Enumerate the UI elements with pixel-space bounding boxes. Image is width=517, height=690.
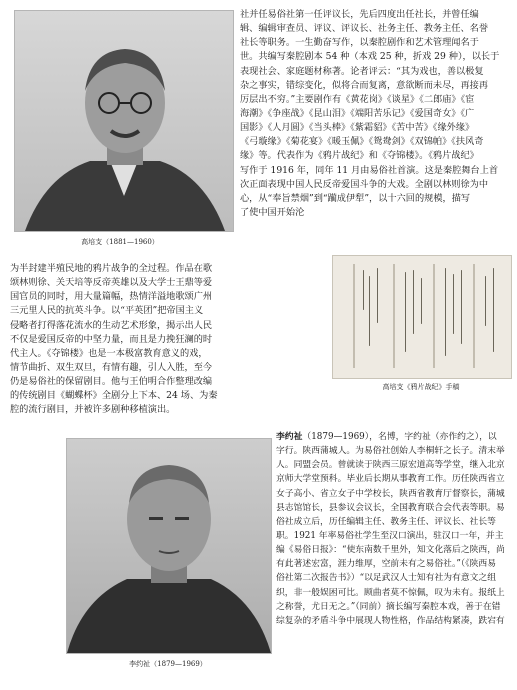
text-line: 表现社会、家庭题材称著。论者评云：“其为戏也，善以极复 <box>240 65 484 77</box>
text-line: 县志馆馆长，县参议会议长，全国教育联合会代表等职。易 <box>276 502 505 513</box>
text-line: 女子高小、省立女子中学校长，陕西省教育厅督察长，蒲城 <box>276 488 505 499</box>
text-line: 社长等职务。一生勤奋写作，以秦腔剧作和艺术管理闻名于 <box>240 37 479 49</box>
photo-caption-li: 李约祉（1879—1969） <box>129 660 207 668</box>
text-line: 侵略者打得落花流水的生动艺术形象，揭示出人民 <box>10 319 213 331</box>
text-line: 不仅是爱国反帝的中坚力量，而且是力挽狂澜的时 <box>10 333 213 345</box>
text-line: 的传统剧目《蝴蝶杯》全剧分上下本、24 场、为秦 <box>10 390 218 402</box>
text-line: 国影》《人月圆》《当头棒》《紫霜貂》《苦中苦》《缘外缘》 <box>240 122 475 134</box>
text-column-left-middle <box>10 262 328 418</box>
text-line: 世。共编写秦腔剧本 54 种（本戏 25 种，折戏 29 种），以长于 <box>240 51 500 63</box>
text-line: 职。1921 年率易俗社学生至汉口演出，驻汉口一年，并主 <box>276 530 504 541</box>
text-line: 俗社成立后，历任编辑主任、教务主任、评议长、社长等 <box>276 516 496 527</box>
text-line: 编《易俗日报》：“使东南数千里外，知文化落后之陕西，尚 <box>276 545 505 556</box>
photo-manuscript-yapian-zhanji <box>332 255 512 379</box>
portrait-gao-illustration <box>15 11 233 231</box>
text-line: 为半封建半殖民地的鸦片战争的全过程。作品在歌 <box>10 263 213 274</box>
text-line: 代主人。《夺锦楼》也是一本极富教育意义的戏， <box>10 347 208 359</box>
text-line: 情节曲折、双生双旦，有情有趣，引人入胜，至今 <box>10 361 213 373</box>
text-line: 人。同盟会员。曾就读于陕西三原宏道高等学堂，继入北京 <box>276 460 505 471</box>
person-name-li-yuezhi: 李约祉 <box>276 432 303 442</box>
photo-li-yuezhi <box>66 438 272 654</box>
text-line: 海潮》《争座战》《昆山泪》《端阳苦乐记》《爱国奇女》《广 <box>240 107 475 119</box>
text-line: 有此著述宏富，涯力维厚，空前未有之易俗社。”（《陕西易 <box>276 559 497 570</box>
text-line: 杂之事实，错综变化，似将合而复离，意欲断而未尽，再接再 <box>240 79 489 91</box>
photo-caption-gao: 高培支（1881—1960） <box>81 238 159 246</box>
text-line: 心，从“奉旨禁烟”到“躏成伊犁”，以十六回的规模，描写 <box>240 192 471 204</box>
text-column-right-bottom <box>276 430 511 628</box>
text-line: 颂林则徐、关天培等反帝英雄以及大学士王鼎等爱 <box>10 277 213 289</box>
portrait-li-illustration <box>67 439 271 653</box>
text-line: 京师大学堂预科。毕业后长期从事教育工作。历任陕西省立 <box>276 474 505 485</box>
text-column-right-top <box>240 8 510 220</box>
text-line: 综复杂的矛盾斗争中展现人物性格，作品结构紧凑，跌宕有 <box>276 615 505 626</box>
text-line: 俗社第二次报告书》）“以足武汉人士知有社为有意文之组 <box>276 573 497 584</box>
text-line: 字行。陕西蒲城人。为易俗社创始人李桐轩之长子。清末举 <box>276 446 505 457</box>
text-line: 仍是易俗社的保留剧目。他与王伯明合作整理改编 <box>10 376 213 388</box>
text-fragment: （1879—1969），名博，字约祉（亦作约之），以 <box>302 432 497 442</box>
photo-caption-manuscript: 高培支《鸦片战纪》手稿 <box>382 383 460 391</box>
text-line: 次正面表现中国人民反帝爱国斗争的大戏。全剧以林则徐为中 <box>240 178 489 190</box>
text-line: 缘》等。代表作为《鸦片战纪》和《夺锦楼》。《鸦片战纪》 <box>240 150 479 162</box>
text-line: 腔的流行剧目，并被许多剧种移植演出。 <box>10 404 176 416</box>
text-line: 厉层出不穷。”主要剧作有《黄花岗》《谈星》《二郎庙》《宦 <box>240 93 475 105</box>
text-line: 之称誉，尤日无之。”（同前）摘长编写秦腔本戏，善于在错 <box>276 601 501 612</box>
text-line: 辑、编辑审查员、评议、评议长、社务主任、教务主任、名誉 <box>240 23 489 35</box>
text-line: 国官员的同时，用大量篇幅，热情洋溢地歌颂广州 <box>10 291 213 303</box>
text-line: 了使中国开始沦 <box>240 206 305 218</box>
text-line: 《弓璇缘》《菊花宴》《暖玉佩》《鸳鸯剑》《双锦帕》《扶风奇 <box>240 136 484 148</box>
photo-gao-peizhi <box>14 10 234 232</box>
text-line-heading <box>276 430 511 444</box>
text-line: 写作于 1916 年，同年 11 月由易俗社首演。这是秦腔舞台上首 <box>240 164 499 176</box>
text-line: 织，非一般娱困可比。顾曲者莫不惊佩，叹为未有。报纸上 <box>276 587 505 598</box>
text-line: 三元里人民的抗英斗争。以“平英团”把帝国主义 <box>10 305 204 317</box>
text-line: 社并任易俗社第一任评议长，先后四度出任社长，并曾任编 <box>240 9 479 20</box>
